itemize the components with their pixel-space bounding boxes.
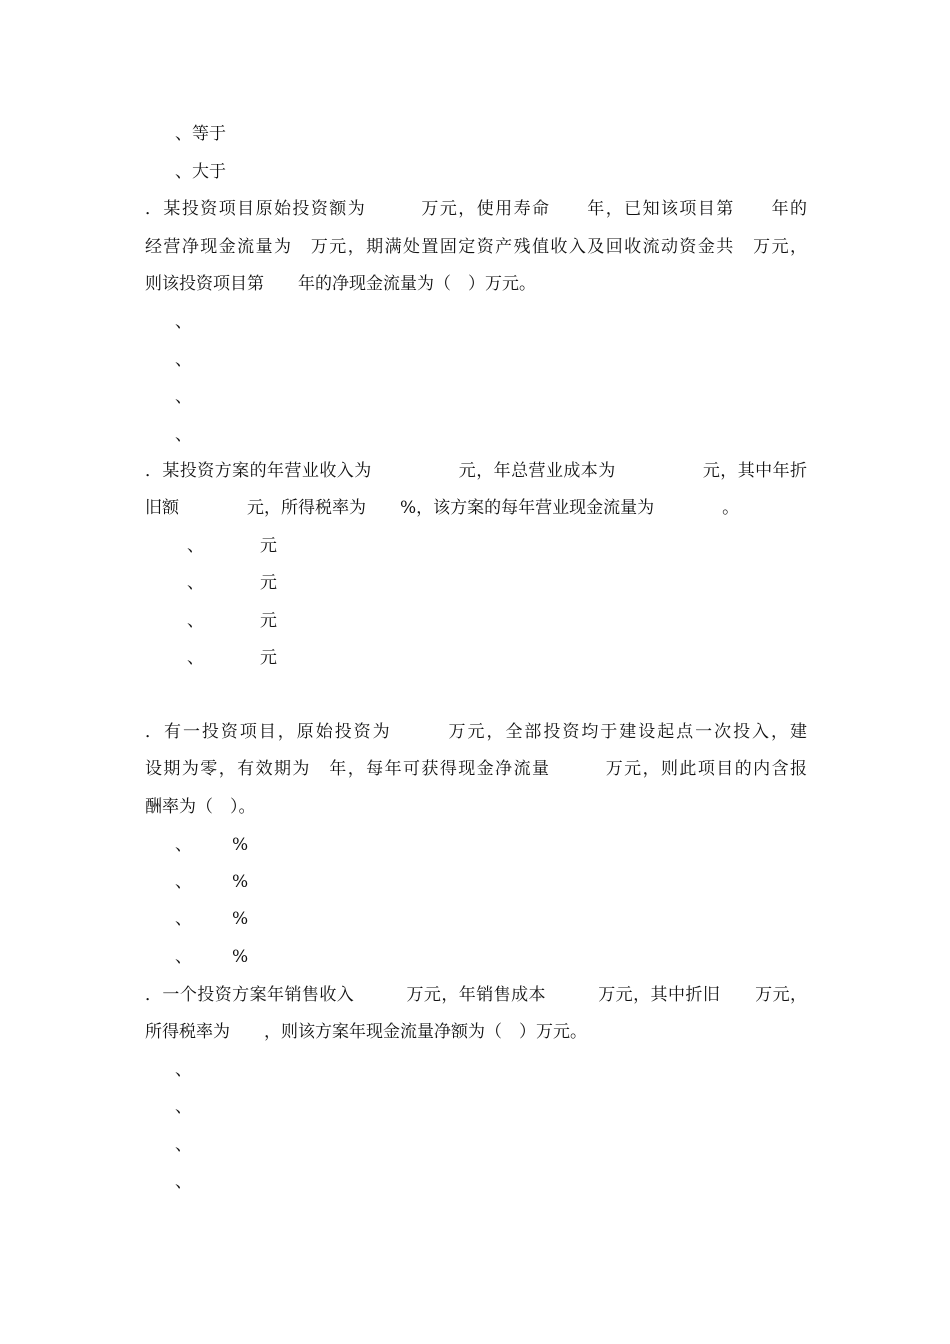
question-1-option-d: 、 (175, 425, 192, 445)
option-b-greater: 、大于 (175, 162, 226, 182)
question-2-option-b-unit: 元 (260, 573, 277, 593)
question-2-option-c-unit: 元 (260, 611, 277, 631)
question-4-line-1: ．一个投资方案年销售收入 万元，年销售成本 万元，其中折旧 万元， (145, 985, 807, 1005)
question-3-option-c: 、 (175, 909, 192, 929)
question-2-option-c: 、 (187, 611, 204, 631)
question-2-option-a-unit: 元 (260, 536, 277, 556)
question-2-option-d: 、 (187, 648, 204, 668)
question-1-line-2: 经营净现金流量为 万元，期满处置固定资产残值收入及回收流动资金共 万元， (145, 237, 807, 257)
question-2-line-2: 旧额 元，所得税率为 %，该方案的每年营业现金流量为 。 (145, 498, 740, 518)
question-3-option-d: 、 (175, 947, 192, 967)
question-1-option-b: 、 (175, 350, 192, 370)
question-3-option-b-unit: % (232, 872, 249, 892)
question-4-option-b: 、 (175, 1097, 192, 1117)
question-3-option-a-unit: % (232, 835, 249, 855)
question-1-line-3: 则该投资项目第 年的净现金流量为（ ）万元。 (145, 274, 536, 294)
question-4-option-d: 、 (175, 1172, 192, 1192)
question-3-line-1: ．有一投资项目，原始投资为 万元，全部投资均于建设起点一次投入，建 (145, 722, 807, 742)
question-3-option-a: 、 (175, 835, 192, 855)
option-a-equal: 、等于 (175, 124, 226, 144)
question-2-option-a: 、 (187, 536, 204, 556)
question-1-line-1: ．某投资项目原始投资额为 万元，使用寿命 年，已知该项目第 年的 (145, 199, 807, 219)
question-1-option-a: 、 (175, 312, 192, 332)
question-3-option-c-unit: % (232, 909, 249, 929)
question-2-option-d-unit: 元 (260, 648, 277, 668)
question-4-option-c: 、 (175, 1135, 192, 1155)
question-1-option-c: 、 (175, 387, 192, 407)
question-3-option-b: 、 (175, 872, 192, 892)
question-4-line-2: 所得税率为 ，则该方案年现金流量净额为（ ）万元。 (145, 1022, 587, 1042)
question-2-line-1: ．某投资方案的年营业收入为 元，年总营业成本为 元，其中年折 (145, 461, 807, 481)
question-3-line-3: 酬率为（ ）。 (145, 797, 256, 817)
question-4-option-a: 、 (175, 1060, 192, 1080)
question-3-option-d-unit: % (232, 947, 249, 967)
question-2-option-b: 、 (187, 573, 204, 593)
question-3-line-2: 设期为零，有效期为 年，每年可获得现金净流量 万元，则此项目的内含报 (145, 759, 807, 779)
